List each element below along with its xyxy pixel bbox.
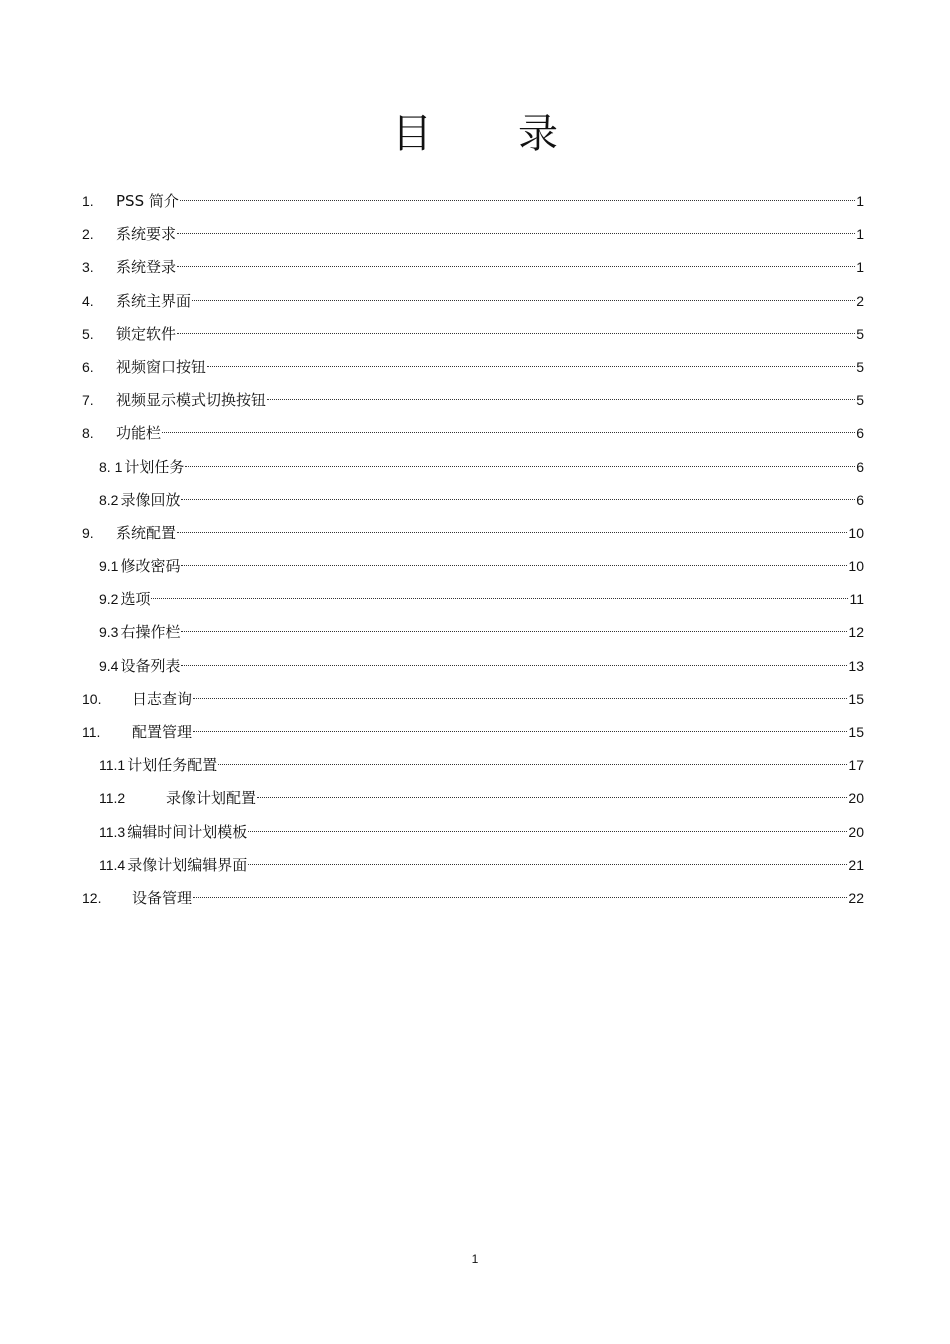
toc-entry-label: 右操作栏 <box>120 623 181 642</box>
toc-entry-page-number: 15 <box>848 724 864 740</box>
toc-entry[interactable] <box>82 650 864 683</box>
toc-dot-leader <box>181 499 855 500</box>
toc-dot-leader <box>267 399 855 400</box>
toc-entry-page-number: 15 <box>848 690 864 707</box>
toc-entry-page-number: 5 <box>856 325 864 342</box>
title-char-right: 录 <box>518 111 558 157</box>
toc-entry-label: 日志查询 <box>132 689 193 708</box>
toc-entry-page-number: 1 <box>856 226 864 243</box>
toc-entry-number: 11.3 <box>99 823 126 840</box>
toc-entry-page-number: 6 <box>856 491 864 508</box>
toc-entry-number: 11. <box>82 724 101 740</box>
toc-entry-page-number: 12 <box>848 624 864 641</box>
toc-dot-leader <box>181 631 847 632</box>
toc-entry-label: 功能栏 <box>116 424 162 443</box>
toc-entry-label: 锁定软件 <box>116 324 177 343</box>
toc-entry-number: 8. 1 <box>99 458 123 475</box>
toc-entry[interactable] <box>82 782 864 815</box>
toc-entry-label: PSS 简介 <box>116 192 179 210</box>
toc-entry-page-number: 20 <box>848 790 864 807</box>
toc-entry-page-number: 21 <box>848 856 864 873</box>
toc-entry-label: 编辑时间计划模板 <box>127 822 248 841</box>
page-title <box>0 106 950 162</box>
toc-entry-label: 选项 <box>120 590 151 609</box>
toc-entry[interactable] <box>82 816 864 849</box>
toc-entry[interactable] <box>82 882 864 915</box>
toc-dot-leader <box>218 764 847 765</box>
toc-entry[interactable] <box>82 251 864 284</box>
toc-dot-leader <box>192 300 855 301</box>
toc-entry-page-number: 11 <box>849 591 864 608</box>
toc-dot-leader <box>207 366 855 367</box>
table-of-contents <box>82 185 864 915</box>
toc-entry-page-number: 10 <box>848 558 864 575</box>
toc-dot-leader <box>177 266 855 267</box>
toc-entry[interactable] <box>82 417 864 450</box>
toc-entry-label: 视频窗口按钮 <box>116 357 207 376</box>
toc-entry-number: 11.1 <box>99 757 126 774</box>
toc-entry-page-number: 5 <box>856 358 864 375</box>
toc-entry-page-number: 22 <box>848 889 864 906</box>
toc-dot-leader <box>162 432 855 433</box>
toc-entry-label: 设备管理 <box>132 888 193 907</box>
toc-entry-label: 修改密码 <box>120 557 181 576</box>
toc-entry[interactable] <box>82 550 864 583</box>
toc-entry-number: 7. <box>82 392 94 409</box>
toc-entry[interactable] <box>82 384 864 417</box>
toc-entry-number: 2. <box>82 226 94 243</box>
toc-dot-leader <box>257 797 847 798</box>
toc-entry[interactable] <box>82 616 864 649</box>
toc-entry[interactable] <box>82 517 864 550</box>
toc-entry[interactable] <box>82 451 864 484</box>
toc-entry[interactable] <box>82 218 864 251</box>
toc-dot-leader <box>177 233 855 234</box>
toc-dot-leader <box>193 731 847 732</box>
toc-entry-page-number: 2 <box>856 292 864 309</box>
toc-entry-label: 设备列表 <box>120 656 181 675</box>
toc-entry-label: 计划任务 <box>124 457 185 476</box>
toc-entry-page-number: 1 <box>856 259 864 276</box>
toc-entry-number: 3. <box>82 259 94 276</box>
toc-entry-label: 视频显示模式切换按钮 <box>116 391 267 410</box>
toc-entry[interactable] <box>82 484 864 517</box>
toc-entry-number: 5. <box>82 325 94 342</box>
toc-entry-page-number: 6 <box>856 458 864 475</box>
toc-entry[interactable] <box>82 185 864 218</box>
toc-entry[interactable] <box>82 285 864 318</box>
toc-entry-number: 9.1 <box>99 558 119 575</box>
toc-entry-number: 10. <box>82 690 102 707</box>
toc-dot-leader <box>185 466 855 467</box>
toc-entry[interactable] <box>82 318 864 351</box>
toc-entry-number: 6. <box>82 358 94 375</box>
toc-entry-number: 4. <box>82 292 94 309</box>
toc-entry-page-number: 1 <box>856 193 864 209</box>
toc-entry-page-number: 20 <box>848 823 864 840</box>
toc-entry-number: 9.4 <box>99 657 119 674</box>
toc-entry[interactable] <box>82 716 864 749</box>
toc-dot-leader <box>248 831 847 832</box>
toc-entry-page-number: 17 <box>848 757 864 774</box>
toc-entry[interactable] <box>82 683 864 716</box>
toc-entry-label: 系统要求 <box>116 225 177 244</box>
toc-dot-leader <box>193 897 847 898</box>
toc-dot-leader <box>248 864 847 865</box>
toc-dot-leader <box>181 665 847 666</box>
toc-entry-label: 系统登录 <box>116 258 177 277</box>
toc-entry-page-number: 5 <box>856 392 864 409</box>
toc-entry-label: 计划任务配置 <box>127 756 218 775</box>
toc-entry-number: 8.2 <box>99 491 119 508</box>
toc-entry-page-number: 6 <box>856 425 864 442</box>
toc-entry-number: 1. <box>82 193 94 209</box>
toc-entry[interactable] <box>82 749 864 782</box>
toc-entry-number: 9.2 <box>99 591 119 608</box>
toc-entry-number: 11.2 <box>99 790 126 807</box>
toc-entry-label: 配置管理 <box>132 723 193 741</box>
toc-entry-page-number: 13 <box>848 657 864 674</box>
toc-entry-number: 9. <box>82 524 94 541</box>
toc-dot-leader <box>181 565 847 566</box>
toc-entry-number: 12. <box>82 889 102 906</box>
toc-entry-label: 系统配置 <box>116 523 177 542</box>
toc-dot-leader <box>193 698 847 699</box>
toc-entry[interactable] <box>82 583 864 616</box>
toc-dot-leader <box>151 598 848 599</box>
toc-dot-leader <box>180 200 855 201</box>
toc-dot-leader <box>177 333 855 334</box>
toc-entry-page-number: 10 <box>848 524 864 541</box>
page-number-footer: 1 <box>471 1252 479 1266</box>
toc-entry-number: 8. <box>82 425 94 442</box>
toc-entry[interactable] <box>82 849 864 882</box>
toc-entry-number: 11.4 <box>99 856 126 873</box>
toc-entry-label: 录像计划编辑界面 <box>127 855 248 874</box>
toc-entry[interactable] <box>82 351 864 384</box>
toc-dot-leader <box>177 532 847 533</box>
toc-entry-number: 9.3 <box>99 624 119 641</box>
toc-entry-label: 录像计划配置 <box>166 789 257 808</box>
title-char-left: 目 <box>392 111 432 157</box>
toc-entry-label: 录像回放 <box>120 490 181 509</box>
toc-entry-label: 系统主界面 <box>116 291 192 310</box>
